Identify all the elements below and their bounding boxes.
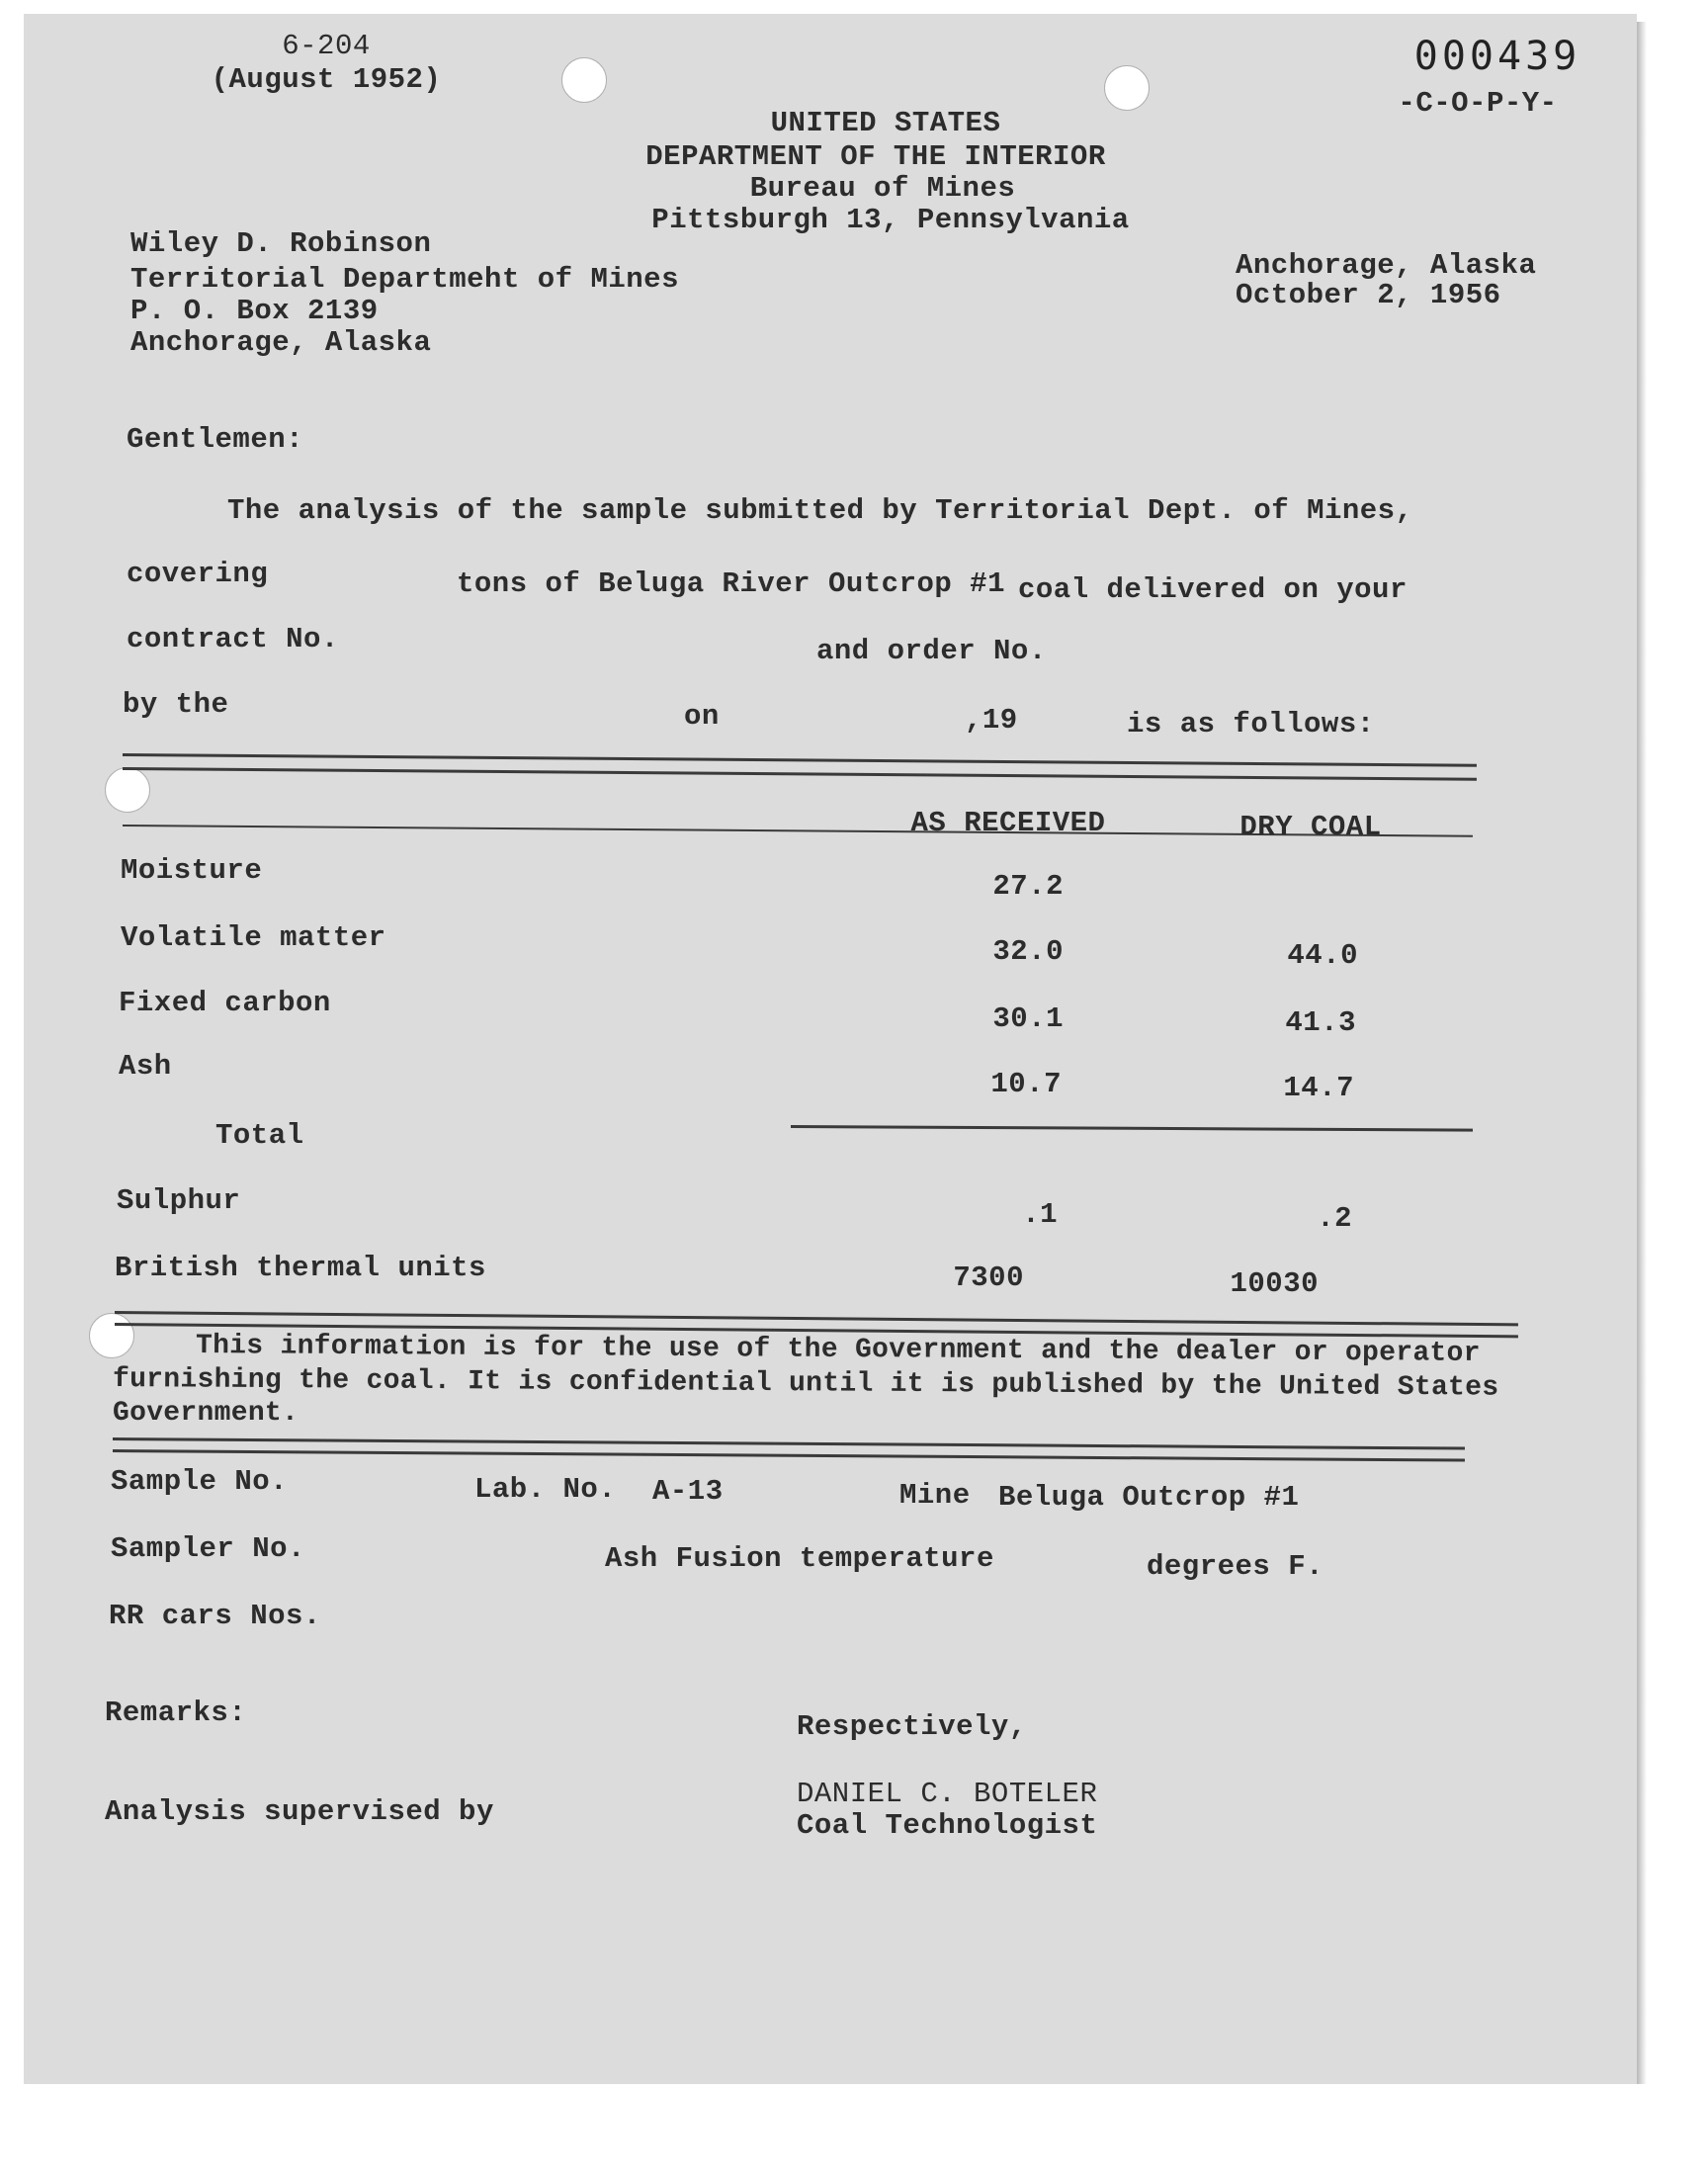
form-date: (August 1952) (211, 63, 442, 96)
body-follows: is as follows: (1127, 708, 1375, 740)
punch-hole-top-left (561, 57, 607, 103)
form-number: 6-204 (282, 30, 371, 62)
signer-name: DANIEL C. BOTELER (797, 1778, 1098, 1810)
letterhead-line-2: DEPARTMENT OF THE INTERIOR (645, 140, 1106, 173)
footer-closing: Respectively, (797, 1710, 1027, 1743)
footer-sampler-no: Sampler No. (111, 1532, 305, 1565)
body-order: and order No. (816, 635, 1047, 667)
copy-mark: -C-O-P-Y- (1398, 87, 1558, 120)
footer-mine-label: Mine (899, 1479, 971, 1512)
footer-sample-no: Sample No. (111, 1465, 289, 1498)
footer-remarks: Remarks: (105, 1696, 247, 1729)
addressee-org: Territorial Departmeht of Mines (130, 263, 679, 296)
col-header-as-received: AS RECEIVED (910, 807, 1106, 839)
document-stamp-number: 000439 (1413, 34, 1581, 79)
row-sulphur-dry: .2 (1317, 1202, 1352, 1235)
dateline-place: Anchorage, Alaska (1236, 249, 1537, 282)
row-label-fixed-carbon: Fixed carbon (119, 987, 331, 1019)
row-label-sulphur: Sulphur (117, 1184, 241, 1217)
notice-line-1: This information is for the use of the Government and the dealer or operator (195, 1331, 1481, 1369)
dateline-date: October 2, 1956 (1236, 279, 1501, 311)
body-tons: tons of Beluga River Outcrop #1 (457, 567, 1005, 600)
row-btu-received: 7300 (953, 1262, 1024, 1294)
footer-lab-no-value: A-13 (652, 1475, 724, 1508)
row-moisture-received: 27.2 (992, 870, 1064, 903)
row-sulphur-received: .1 (1022, 1198, 1058, 1231)
row-label-moisture: Moisture (121, 854, 263, 887)
row-volatile-received: 32.0 (992, 935, 1064, 968)
letterhead-line-3: Bureau of Mines (749, 172, 1016, 205)
row-label-ash: Ash (119, 1050, 172, 1083)
body-line-1: The analysis of the sample submitted by Territorial Dept. of Mines, (227, 494, 1413, 527)
row-volatile-dry: 44.0 (1287, 939, 1358, 972)
notice-line-3: Government. (113, 1398, 299, 1429)
notice-line-2: furnishing the coal. It is confidential until it is published by the United States (112, 1364, 1499, 1404)
addressee-city: Anchorage, Alaska (130, 326, 432, 359)
body-coal-delivered: coal delivered on your (1018, 573, 1408, 606)
row-ash-dry: 14.7 (1283, 1072, 1354, 1104)
page-shadow (1637, 22, 1647, 2084)
row-fixed-carbon-dry: 41.3 (1285, 1006, 1356, 1039)
letterhead-line-1: UNITED STATES (770, 107, 1001, 139)
col-header-dry-coal: DRY COAL (1239, 811, 1382, 843)
body-on: on (684, 700, 720, 733)
body-contract: contract No. (127, 623, 339, 655)
footer-degrees: degrees F. (1147, 1550, 1324, 1583)
body-covering: covering (127, 558, 269, 590)
row-label-total: Total (215, 1119, 304, 1152)
punch-hole-top-right (1104, 65, 1150, 111)
body-by-the: by the (123, 688, 229, 721)
punch-hole-left-upper (105, 767, 150, 813)
signer-title: Coal Technologist (797, 1809, 1098, 1842)
footer-supervised-by: Analysis supervised by (105, 1795, 494, 1828)
footer-rr-cars: RR cars Nos. (109, 1600, 321, 1632)
footer-ash-fusion: Ash Fusion temperature (605, 1542, 994, 1575)
salutation: Gentlemen: (127, 423, 304, 456)
row-ash-received: 10.7 (990, 1068, 1062, 1100)
footer-mine-value: Beluga Outcrop #1 (998, 1481, 1300, 1514)
punch-hole-left-lower (89, 1313, 134, 1358)
letterhead-line-4: Pittsburgh 13, Pennsylvania (651, 204, 1130, 236)
addressee-name: Wiley D. Robinson (130, 227, 432, 260)
row-label-volatile-matter: Volatile matter (121, 921, 386, 954)
body-year: ,19 (965, 704, 1018, 737)
row-fixed-carbon-received: 30.1 (992, 1002, 1064, 1035)
addressee-box: P. O. Box 2139 (130, 295, 379, 327)
footer-lab-no-label: Lab. No. (474, 1473, 617, 1506)
row-btu-dry: 10030 (1230, 1267, 1319, 1300)
row-label-btu: British thermal units (115, 1252, 486, 1284)
